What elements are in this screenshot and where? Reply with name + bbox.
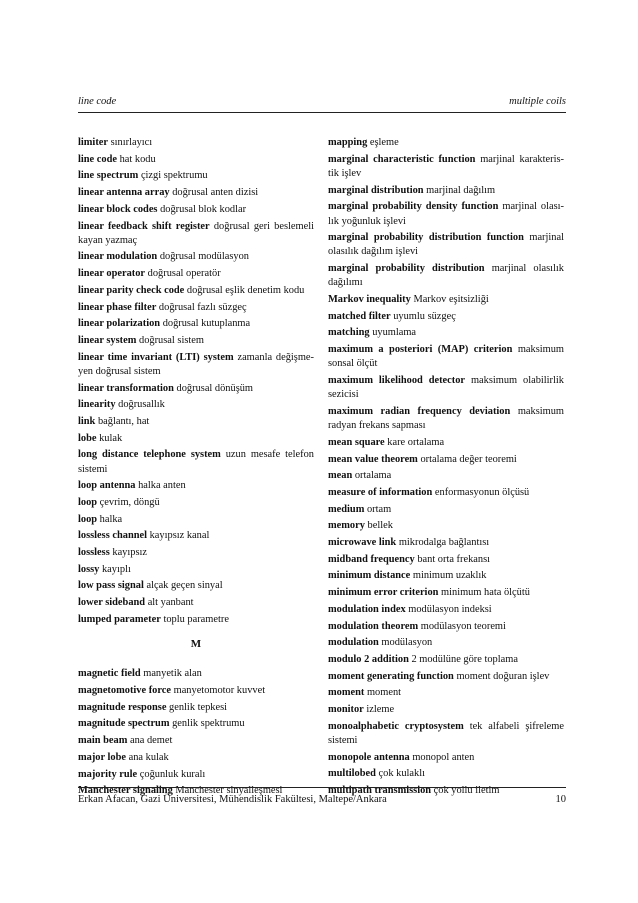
glossary-entry [328,343,564,371]
entry-definition: çok kulaklı [378,768,425,780]
entry-term: lossless channel [78,530,147,542]
entry-definition: kayıplı [101,563,131,575]
entry-term: Markov inequality [328,294,411,306]
glossary-entry [328,653,564,667]
entry-term: medium [328,503,365,515]
glossary-entry [328,519,564,533]
glossary-entry [78,301,314,315]
entry-term: magnitude spectrum [78,718,170,730]
entry-term: majority rule [78,768,138,780]
entry-term: loop [78,513,98,525]
entry-term: mapping [328,137,368,148]
entry-definition: ortalama değer teoremi [420,453,517,465]
glossary-entry [328,136,564,150]
glossary-entry [328,231,564,259]
page-footer [78,794,566,805]
entry-term: monopole antenna [328,751,410,763]
glossary-entry [328,603,564,617]
entry-term: multilobed [328,768,376,780]
entry-term: lossless [78,547,110,559]
entry-term: lobe [78,432,97,444]
glossary-entry [78,448,314,476]
entry-definition: doğrusal sistem [139,334,204,346]
glossary-entry [78,513,314,527]
glossary-entry [328,720,564,748]
entry-definition: bellek [367,520,393,532]
glossary-entry [328,636,564,650]
glossary-entry [78,684,314,698]
entry-term: linear antenna array [78,187,170,199]
entry-term: marginal distribution [328,184,424,196]
entry-term: multipath transmission [328,785,432,797]
running-header [78,96,566,107]
header-left: line code [78,96,117,107]
entry-definition: doğrusal dönüşüm [176,382,254,394]
glossary-entry [78,398,314,412]
entry-definition: doğrusal geri beslemeli kayan yazmaç [78,220,314,246]
glossary-entry [78,186,314,200]
entry-definition: doğrusal eşlik denetim kodu [186,284,305,296]
entry-term: linear modulation [78,251,158,263]
entry-definition: modülasyon [381,637,433,649]
entry-definition: maksimum sonsal ölçüt [328,344,564,370]
glossary-entry [78,734,314,748]
entry-term: modulation theorem [328,620,419,632]
glossary-entry [78,220,314,248]
entry-definition: doğrusal kutuplanma [162,318,251,330]
glossary-entry [78,546,314,560]
right-column [328,136,564,801]
entry-definition: mikrodalga bağlantısı [398,537,490,549]
glossary-entry [78,751,314,765]
entry-term: monitor [328,704,364,716]
entry-definition: manyetik alan [143,668,202,680]
glossary-entry [78,136,314,150]
glossary-entry [78,267,314,281]
glossary-entry [328,703,564,717]
entry-term: mean value theorem [328,453,418,465]
entry-definition: uyumlu süzgeç [393,310,456,322]
glossary-entry [328,262,564,290]
entry-definition: maksimum olabilirlik sezicisi [328,375,564,401]
glossary-entry [328,453,564,467]
glossary-entry [78,701,314,715]
entry-definition: modülasyon indeksi [408,603,492,615]
glossary-entry [78,496,314,510]
entry-term: monoalphabetic cryptosystem [328,720,464,732]
glossary-entry [328,293,564,307]
entry-definition: moment doğuran işlev [456,670,550,682]
glossary-entry [78,317,314,331]
glossary-entry [328,686,564,700]
entry-term: lossy [78,563,100,575]
glossary-entry [78,415,314,429]
entry-definition: zamanla değişme-yen doğrusal sistem [78,351,314,377]
entry-term: line spectrum [78,170,139,182]
entry-definition: kayıpsız [112,547,148,559]
entry-term: lumped parameter [78,613,161,625]
entry-definition: tek alfabeli şifreleme sistemi [328,720,564,747]
entry-term: minimum error criterion [328,587,439,599]
entry-definition: doğrusal blok kodlar [160,203,247,215]
section-heading: M [190,638,202,651]
glossary-entry [78,667,314,681]
entry-term: lower sideband [78,597,146,609]
glossary-entry [328,374,564,402]
entry-term: memory [328,520,365,532]
entry-term: maximum a posteriori (MAP) criterion [328,344,513,356]
entry-term: maximum radian frequency deviation [328,405,511,417]
entry-term: midband frequency [328,553,415,565]
entry-definition: minimum hata ölçütü [441,587,530,599]
entry-definition: genlik spektrumu [172,718,245,730]
left-column [78,136,314,801]
entry-definition: marjinal olasılık dağılım işlevi [328,232,564,258]
entry-definition: maksimum radyan frekans sapması [328,405,564,432]
page-number: 10 [555,794,566,805]
entry-definition: ortam [366,503,392,515]
glossary-entry [328,569,564,583]
entry-definition: toplu parametre [163,613,229,625]
entry-definition: hat kodu [119,153,156,165]
entry-definition: çok yollu iletim [433,785,500,797]
entry-term: linearity [78,399,116,411]
entry-definition: çevrim, döngü [99,496,160,508]
glossary-entry [328,200,564,228]
entry-term: maximum likelihood detector [328,375,466,387]
glossary-entry [78,250,314,264]
glossary-entry [78,529,314,543]
glossary-entry [328,469,564,483]
glossary-entry [78,382,314,396]
entry-definition: doğrusallık [118,399,165,411]
entry-definition: modülasyon teoremi [420,620,506,632]
entry-term: main beam [78,735,128,747]
entry-definition: bağlantı, hat [97,415,150,427]
glossary-entry [328,503,564,517]
entry-definition: Manchester sinyalleşmesi [175,785,283,797]
entry-term: mean [328,470,353,482]
entry-term: moment generating function [328,670,454,682]
entry-definition: halka anten [138,480,186,492]
entry-term: magnetic field [78,668,141,680]
entry-definition: marjinal olası-lık yoğunluk işlevi [328,201,565,227]
glossary-entry [78,169,314,183]
entry-term: linear transformation [78,382,174,394]
entry-term: loop [78,496,98,508]
entry-term: mean square [328,436,385,448]
glossary-entry [328,486,564,500]
entry-definition: izleme [366,704,395,716]
glossary-entry [328,670,564,684]
entry-definition: marjinal karakteris-tik işlev [328,153,564,179]
left-entries-l [78,136,314,627]
entry-definition: çoğunluk kuralı [139,768,206,780]
entry-term: linear polarization [78,318,161,330]
entry-definition: manyetomotor kuvvet [173,685,266,696]
glossary-entry [328,536,564,550]
entry-definition: doğrusal fazlı süzgeç [158,301,247,313]
entry-term: moment [328,687,365,699]
glossary-entry [78,334,314,348]
entry-term: linear parity check code [78,284,185,296]
entry-term: microwave link [328,537,397,549]
entry-definition: kayıpsız kanal [149,530,210,542]
entry-term: limiter [78,137,108,148]
header-right: multiple coils [509,96,566,107]
entry-term: marginal characteristic function [328,153,476,165]
entry-term: marginal probability distribution [328,263,485,275]
entry-definition: çizgi spektrumu [140,170,208,182]
entry-term: link [78,415,96,427]
entry-definition: doğrusal modülasyon [159,251,249,263]
entry-definition: genlik tepkesi [169,701,228,713]
glossary-entry [328,153,564,181]
entry-term: magnetomotive force [78,685,171,696]
glossary-entry [78,153,314,167]
glossary-entry [328,436,564,450]
entry-definition: halka [99,513,123,525]
entry-definition: enformasyonun ölçüsü [434,486,530,498]
glossary-entry [78,613,314,627]
entry-definition: ana demet [129,735,173,747]
glossary-entry [78,768,314,782]
entry-term: modulo 2 addition [328,654,409,665]
entry-definition: doğrusal anten dizisi [172,187,259,199]
glossary-entry [328,751,564,765]
entry-term: Manchester signaling [78,785,173,797]
entry-term: linear phase filter [78,301,157,313]
entry-term: linear system [78,334,137,346]
glossary-entry [328,184,564,198]
entry-term: linear time invariant (LTI) system [78,351,234,363]
glossary-entry [78,717,314,731]
entry-term: marginal probability density function [328,201,499,213]
entry-definition: Markov eşitsizliği [413,294,489,306]
glossary-entry [328,553,564,567]
entry-definition: monopol anten [412,751,475,763]
entry-term: linear operator [78,268,146,280]
glossary-entry [78,579,314,593]
entry-term: long distance telephone system [78,449,221,461]
entry-definition: uyumlama [372,327,417,339]
entry-definition: eşleme [369,137,399,148]
entry-term: line code [78,153,117,165]
glossary-entry [328,767,564,781]
glossary-entry [328,326,564,340]
glossary-entry [328,405,564,433]
entry-definition: doğrusal operatör [147,268,221,280]
entry-term: linear block codes [78,203,158,215]
entry-definition: minimum uzaklık [412,570,487,582]
entry-definition: marjinal olasılık dağılımı [328,263,564,289]
footer-author: Erkan Afacan, Gazi Üniversitesi, Mühendislik Fakültesi, Maltepe/Ankara [78,794,387,805]
entry-definition: moment [366,687,402,699]
entry-definition: alçak geçen sinyal [146,580,223,592]
glossary-entry [78,351,314,379]
entry-term: magnitude response [78,701,167,713]
entry-definition: uzun mesafe telefon sistemi [78,449,314,475]
glossary-entry [78,596,314,610]
entry-definition: ortalama [354,470,392,482]
entry-definition: kulak [99,432,123,444]
entry-definition: ana kulak [128,751,169,763]
footer-rule [78,787,566,788]
glossary-entry [328,586,564,600]
glossary-entry [78,284,314,298]
left-entries-m [78,667,314,798]
entry-term: matched filter [328,310,391,322]
glossary-entry [328,620,564,634]
entry-term: major lobe [78,751,127,763]
entry-definition: 2 modülüne göre toplama [411,654,518,665]
entry-term: modulation [328,637,379,649]
glossary-entry [78,203,314,217]
entry-term: modulation index [328,603,406,615]
entry-term: loop antenna [78,480,136,492]
entry-term: marginal probability distribution function [328,232,524,244]
glossary-entry [328,310,564,324]
entry-definition: alt yanbant [147,597,194,609]
entry-definition: kare ortalama [387,436,445,448]
entry-term: measure of information [328,486,433,498]
glossary-entry [78,479,314,493]
entry-definition: sınırlayıcı [110,137,153,148]
glossary-entry [78,432,314,446]
header-rule [78,112,566,113]
entry-term: matching [328,327,370,339]
entry-term: linear feedback shift register [78,220,210,232]
entry-term: minimum distance [328,570,411,582]
glossary-entry [78,563,314,577]
entry-definition: marjinal dağılım [426,184,496,196]
entry-term: low pass signal [78,580,144,592]
entry-definition: bant orta frekansı [417,553,491,565]
right-entries [328,136,564,798]
